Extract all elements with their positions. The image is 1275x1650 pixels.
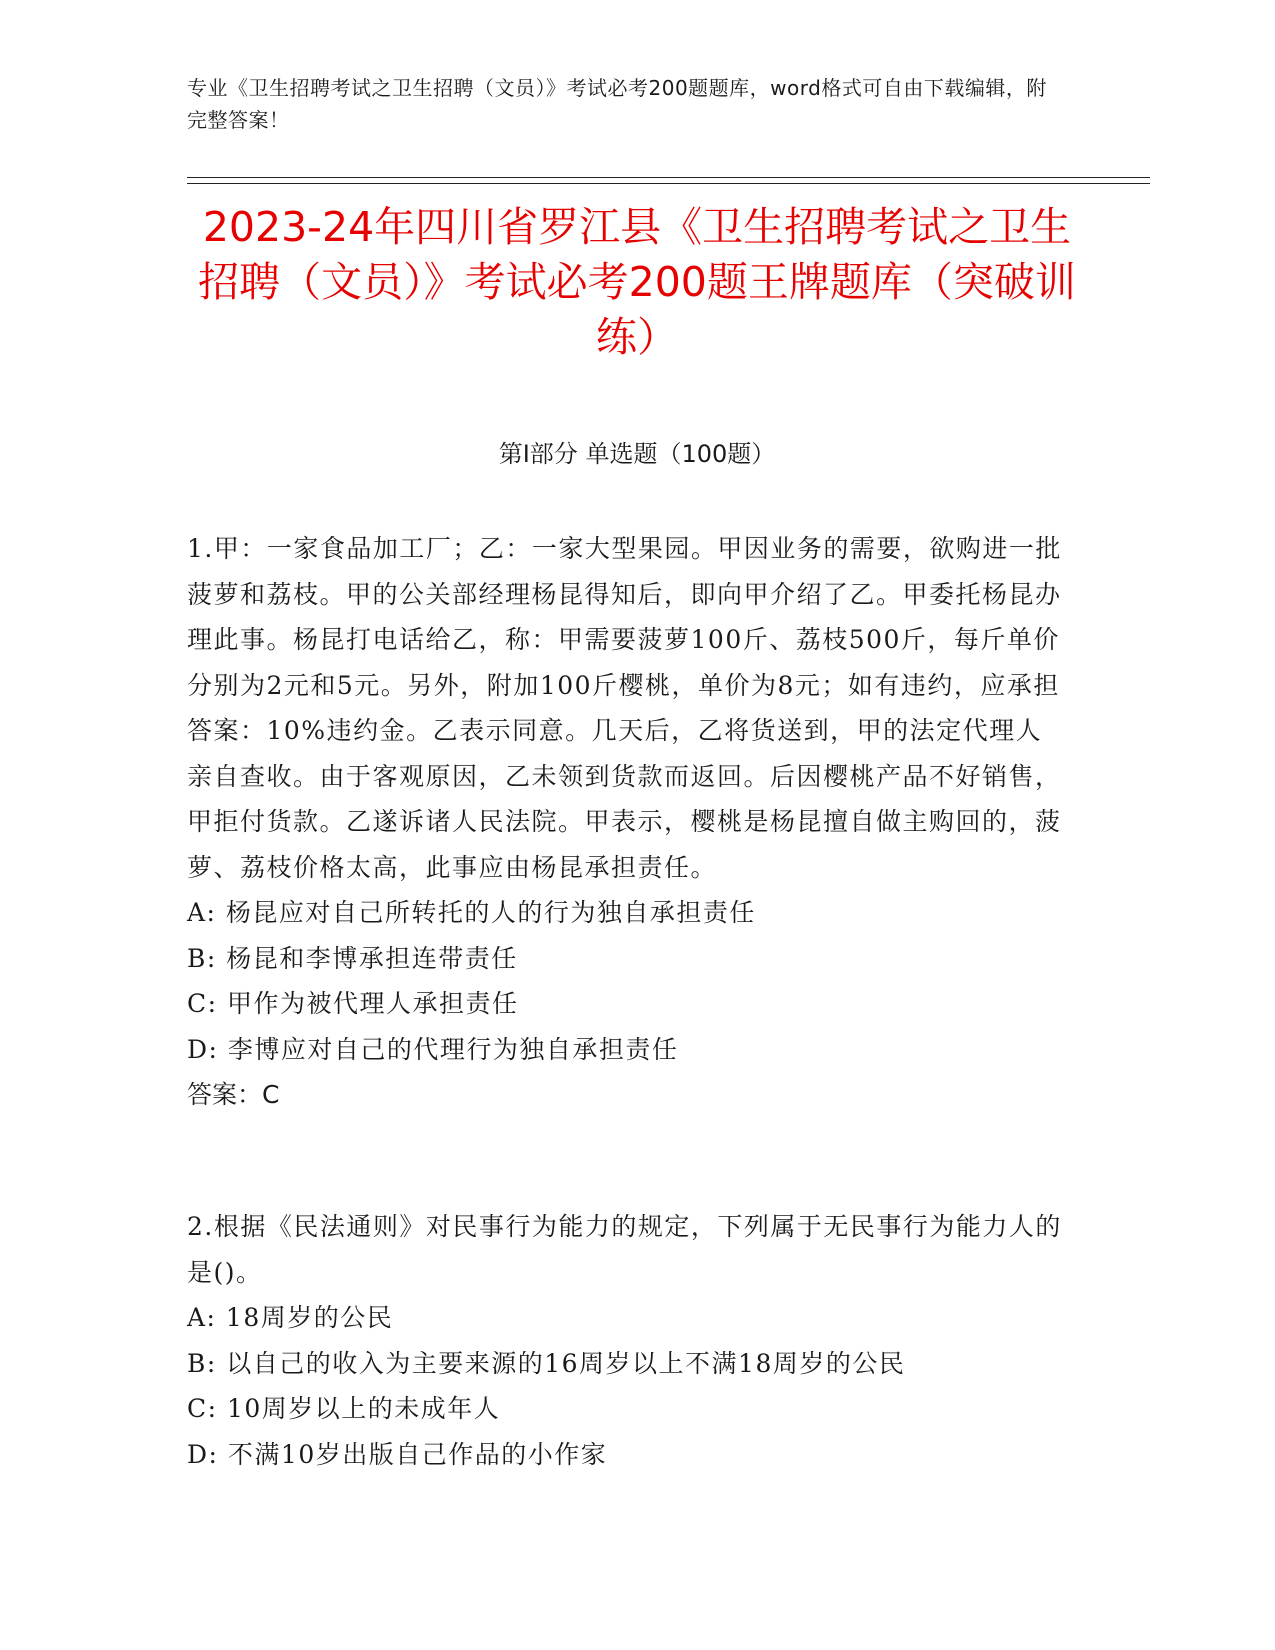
question-1 [187, 526, 1067, 1118]
question-1-option-b: B: 杨昆和李博承担连带责任 [187, 943, 518, 973]
question-2 [187, 1204, 1067, 1477]
question-2-option-c: C: 10周岁以上的未成年人 [187, 1394, 501, 1423]
question-1-text: 1.甲：一家食品加工厂；乙：一家大型果园。甲因业务的需要，欲购进一批菠萝和荔枝。甲的公关部经理杨昆得知后，即向甲介绍了乙。甲委托杨昆办理此事。杨昆打电话给乙，称：甲需要菠萝100斤、荔枝500斤，每斤单价分别为2元和5元。另外，附加100斤樱桃，单价为8元；如有违约，应承担答案：10%违约金。乙表示同意。几天后，乙将货送到，甲的法定代理人亲自查收。由于客观原因，乙未领到货款而返回。后因樱桃产品不好销售，甲拒付货款。乙遂诉诸人民法院。甲表示，樱桃是杨昆擅自做主购回的，菠萝、荔枝价格太高，此事应由杨昆承担责任。 [187, 534, 1062, 882]
question-2-text: 2.根据《民法通则》对民事行为能力的规定，下列属于无民事行为能力人的是()。 [187, 1212, 1062, 1287]
question-2-option-b: B: 以自己的收入为主要来源的16周岁以上不满18周岁的公民 [187, 1348, 906, 1378]
header-rule-top [187, 177, 1150, 178]
question-1-option-d: D: 李博应对自己的代理行为独自承担责任 [187, 1034, 679, 1064]
header-note: 专业《卫生招聘考试之卫生招聘（文员）》考试必考200题题库，word格式可自由下载编辑，附完整答案！ [187, 76, 1047, 132]
section-title: 第I部分 单选题（100题） [498, 440, 776, 468]
document-title: 2023-24年四川省罗江县《卫生招聘考试之卫生招聘（文员）》考试必考200题王牌题库（突破训练） [198, 203, 1076, 361]
question-2-option-d: D: 不满10岁出版自己作品的小作家 [187, 1439, 608, 1469]
header-rule-bottom [187, 183, 1150, 184]
question-2-option-a: A: 18周岁的公民 [187, 1303, 394, 1332]
question-1-option-a: A: 杨昆应对自己所转托的人的行为独自承担责任 [187, 898, 756, 927]
question-1-answer: 答案：C [187, 1080, 280, 1109]
question-1-option-c: C: 甲作为被代理人承担责任 [187, 989, 519, 1018]
